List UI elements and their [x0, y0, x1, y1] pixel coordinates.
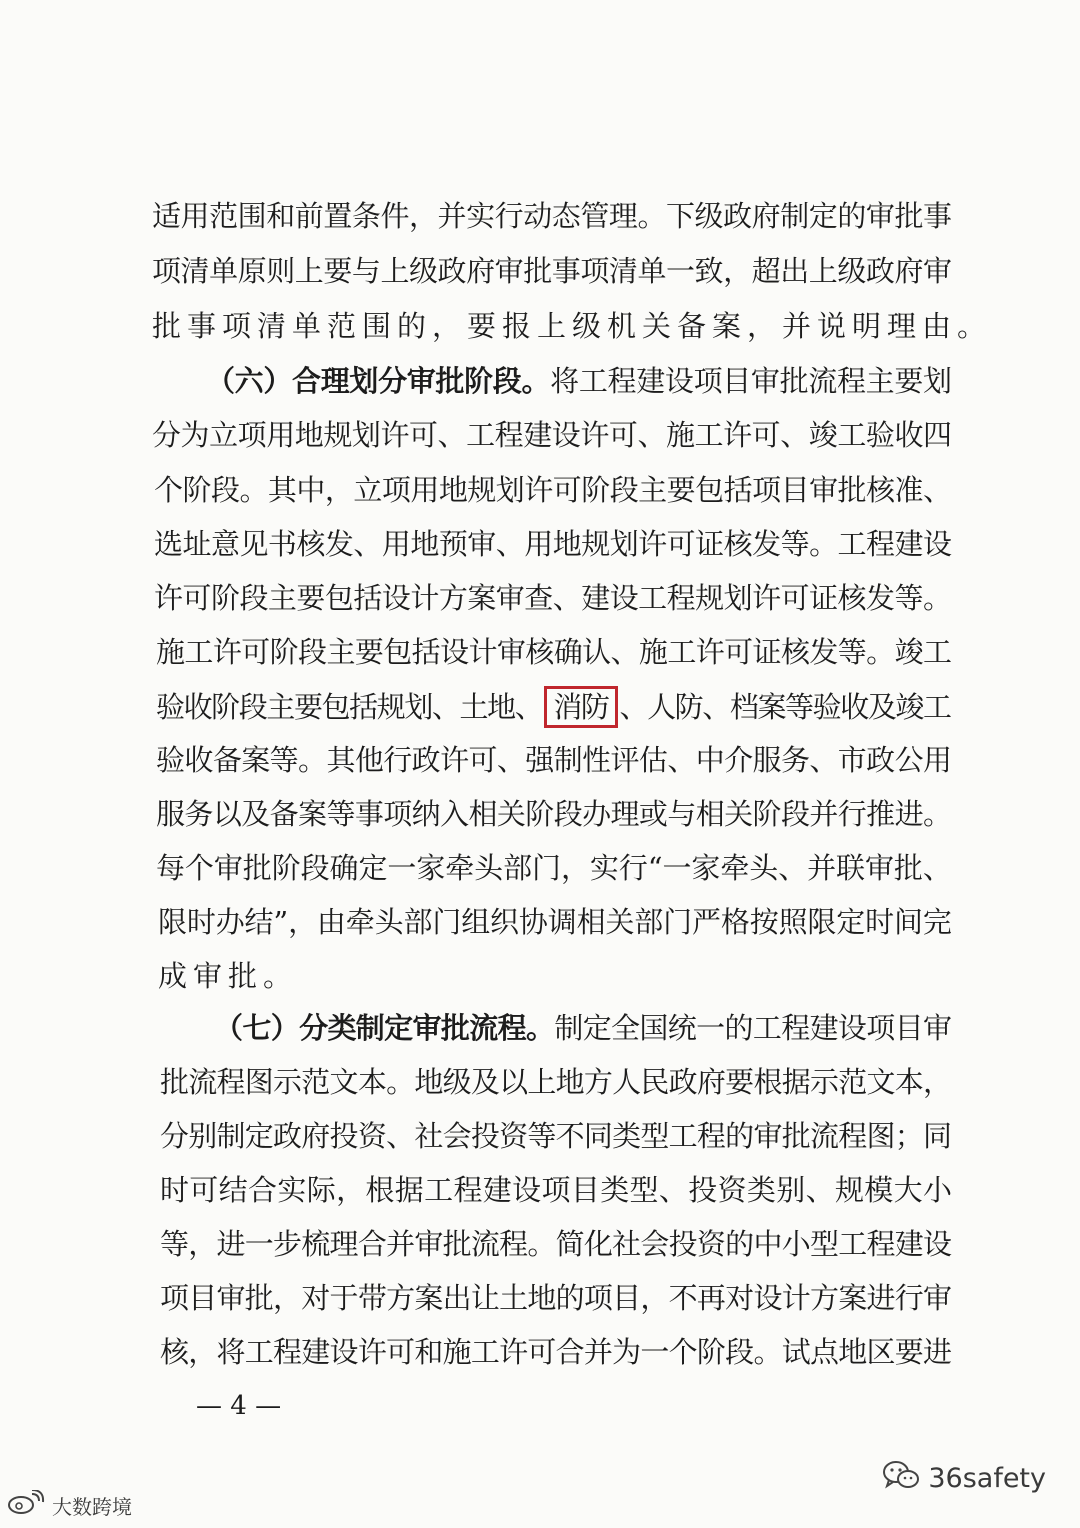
- text-line: [156, 794, 951, 834]
- text-line: [214, 1008, 951, 1048]
- text-segment: 个阶段。其中，立项用地规划许可阶段主要包括项目审批核准、: [154, 473, 952, 507]
- text-segment: 验收备案等。其他行政许可、强制性评估、中介服务、市政公用: [156, 743, 952, 777]
- text-segment: 施工许可阶段主要包括设计审核确认、施工许可证核发等。竣工: [156, 635, 952, 669]
- text-segment: 分为立项用地规划许可、工程建设许可、施工许可、竣工验收四: [152, 418, 952, 452]
- text-segment: 许可阶段主要包括设计方案审查、建设工程规划许可证核发等。: [154, 581, 952, 615]
- text-segment: 将工程建设项目审批流程主要划: [550, 364, 952, 398]
- text-line: [158, 902, 952, 942]
- text-line: [154, 470, 951, 510]
- wechat-icon: [882, 1459, 920, 1498]
- text-line: [160, 1170, 952, 1210]
- text-line: [160, 1224, 951, 1264]
- text-segment: 制定全国统一的工程建设项目审: [554, 1011, 952, 1045]
- text-line: [156, 686, 951, 728]
- watermark-weibo: [6, 1488, 132, 1522]
- weibo-icon: [6, 1490, 46, 1521]
- text-line: [154, 578, 951, 618]
- text-segment: 每个审批阶段确定一家牵头部门，实行“一家牵头、并联审批、: [156, 851, 952, 885]
- text-line: [152, 415, 952, 455]
- section-heading: （六）合理划分审批阶段。: [206, 364, 551, 398]
- text-segment: 批流程图示范文本。地级及以上地方人民政府要根据示范文本，: [160, 1065, 952, 1099]
- text-segment: 验收阶段主要包括规划、土地、: [156, 690, 543, 724]
- text-segment: 分别制定政府投资、社会投资等不同类型工程的审批流程图；同: [160, 1119, 952, 1153]
- section-heading: （七）分类制定审批流程。: [214, 1011, 555, 1045]
- highlighted-term: 消防: [544, 686, 617, 728]
- page-number: — 4 —: [196, 1391, 282, 1421]
- text-segment: 项目审批，对于带方案出让土地的项目，不再对设计方案进行审: [160, 1281, 952, 1315]
- text-line: [156, 740, 951, 780]
- text-line: [156, 632, 951, 672]
- text-segment: 等，进一步梳理合并审批流程。简化社会投资的中小型工程建设: [160, 1227, 952, 1261]
- text-line: [154, 524, 951, 564]
- watermark-wechat: [882, 1455, 1046, 1501]
- text-segment: 项清单原则上要与上级政府审批事项清单一致，超出上级政府审: [152, 254, 952, 288]
- text-segment: 成审批。: [158, 959, 299, 993]
- text-segment: 、人防、档案等验收及竣工: [619, 690, 951, 724]
- text-line: [206, 361, 952, 401]
- text-segment: 选址意见书核发、用地预审、用地规划许可证核发等。工程建设: [154, 527, 952, 561]
- text-segment: 时可结合实际，根据工程建设项目类型、投资类别、规模大小: [160, 1173, 953, 1207]
- text-segment: 限时办结”，由牵头部门组织协调相关部门严格按照限定时间完: [158, 905, 952, 939]
- text-segment: 服务以及备案等事项纳入相关阶段办理或与相关阶段并行推进。: [156, 797, 952, 831]
- watermark-weibo-label: 大数跨境: [52, 1494, 132, 1519]
- text-segment: 核，将工程建设许可和施工许可合并为一个阶段。试点地区要进: [160, 1335, 952, 1369]
- text-segment: 批事项清单范围的，要报上级机关备案，并说明理由。: [152, 309, 993, 343]
- text-line: [160, 1332, 951, 1372]
- text-line: [158, 956, 298, 996]
- text-line: [152, 306, 992, 346]
- text-line: [152, 196, 952, 236]
- watermark-wechat-label: 36safety: [928, 1462, 1046, 1494]
- text-line: [152, 251, 952, 291]
- text-line: [156, 848, 952, 888]
- text-segment: 适用范围和前置条件，并实行动态管理。下级政府制定的审批事: [152, 199, 952, 233]
- text-line: [160, 1278, 951, 1318]
- text-line: [160, 1062, 951, 1102]
- text-line: [160, 1116, 951, 1156]
